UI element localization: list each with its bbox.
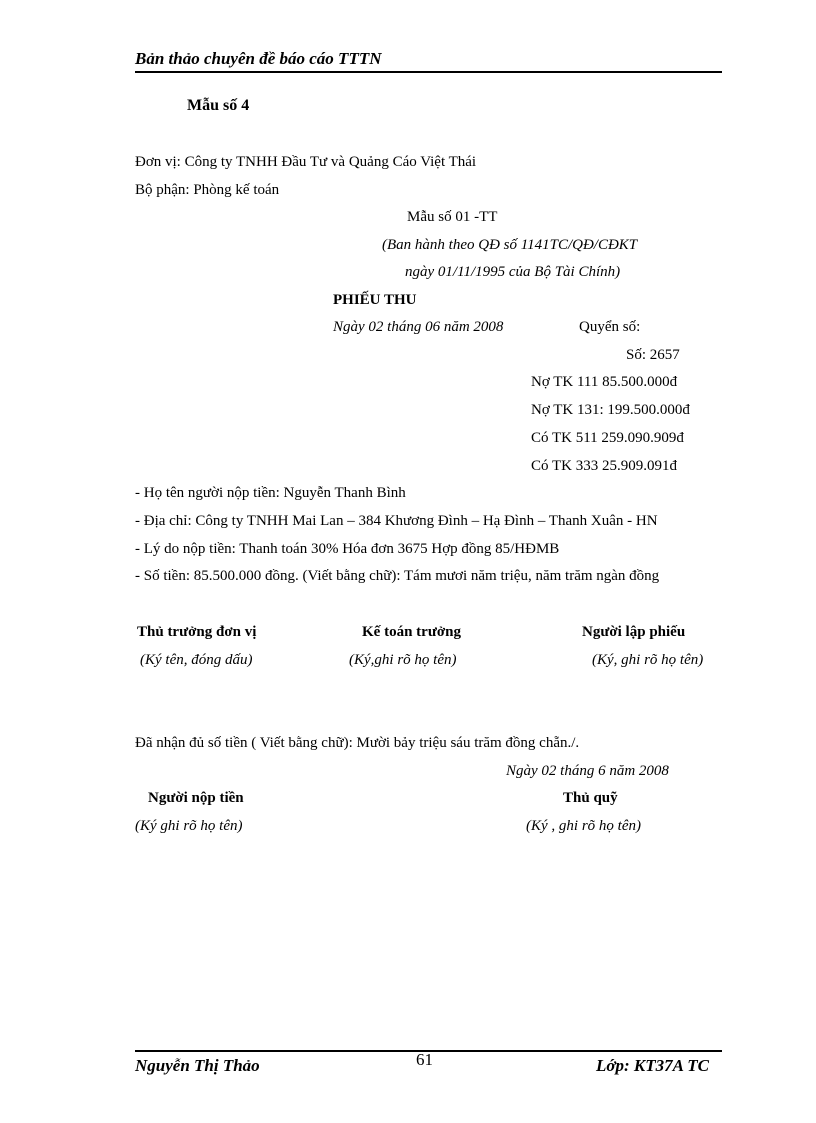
received-amount: Đã nhận đủ số tiền ( Viết bằng chữ): Mười bảy triệu sáu trăm đồng chẵn./. [135,735,580,751]
book-number: Quyển số: [579,319,641,335]
account-line: Nợ TK 131: 199.500.000đ [531,402,690,418]
issued-by-line-1: (Ban hành theo QĐ số 1141TC/QĐ/CĐKT [382,237,638,253]
template-number: Mẫu số 01 -TT [407,209,498,225]
department-line: Bộ phận: Phòng kế toán [135,182,280,198]
account-line: Nợ TK 111 85.500.000đ [531,374,678,390]
account-line: Có TK 333 25.909.091đ [531,458,677,474]
head-title: Thủ trưởng đơn vị [137,624,257,640]
receipt-title: PHIẾU THU [333,292,417,308]
account-line: Có TK 511 259.090.909đ [531,430,684,446]
chief-accountant-note: (Ký,ghi rõ họ tên) [349,652,457,668]
payment-reason: - Lý do nộp tiền: Thanh toán 30% Hóa đơn 3675 Hợp đồng 85/HĐMB [135,541,560,557]
payer-address: - Địa chỉ: Công ty TNHH Mai Lan – 384 Khương Đình – Hạ Đình – Thanh Xuân - HN [135,513,658,529]
chief-accountant-title: Kế toán trưởng [362,624,461,640]
unit-line: Đơn vị: Công ty TNHH Đầu Tư và Quảng Cáo Việt Thái [135,154,477,170]
receipt-number: Số: 2657 [626,347,680,363]
receipt-date: Ngày 02 tháng 06 năm 2008 [333,319,504,335]
preparer-note: (Ký, ghi rõ họ tên) [592,652,704,668]
payer-note: (Ký ghi rõ họ tên) [135,818,243,834]
preparer-title: Người lập phiếu [582,624,686,640]
header-rule [135,71,722,73]
received-date: Ngày 02 tháng 6 năm 2008 [506,763,669,779]
issued-by-line-2: ngày 01/11/1995 của Bộ Tài Chính) [405,264,621,280]
payer-name: - Họ tên người nộp tiền: Nguyễn Thanh Bình [135,485,406,501]
cashier-note: (Ký , ghi rõ họ tên) [526,818,641,834]
page-number: 61 [416,1050,433,1069]
payer-title: Người nộp tiền [148,790,244,806]
head-note: (Ký tên, đóng dấu) [140,652,253,668]
footer-author: Nguyễn Thị Thảo [135,1056,260,1075]
form-label: Mẫu số 4 [187,97,250,114]
footer-class: Lớp: KT37A TC [596,1056,710,1075]
payment-amount: - Số tiền: 85.500.000 đồng. (Viết bằng chữ): Tám mươi năm triệu, năm trăm ngàn đồng [135,568,660,584]
header-title: Bản thảo chuyên đề báo cáo TTTN [135,49,382,68]
cashier-title: Thủ quỹ [563,790,618,806]
